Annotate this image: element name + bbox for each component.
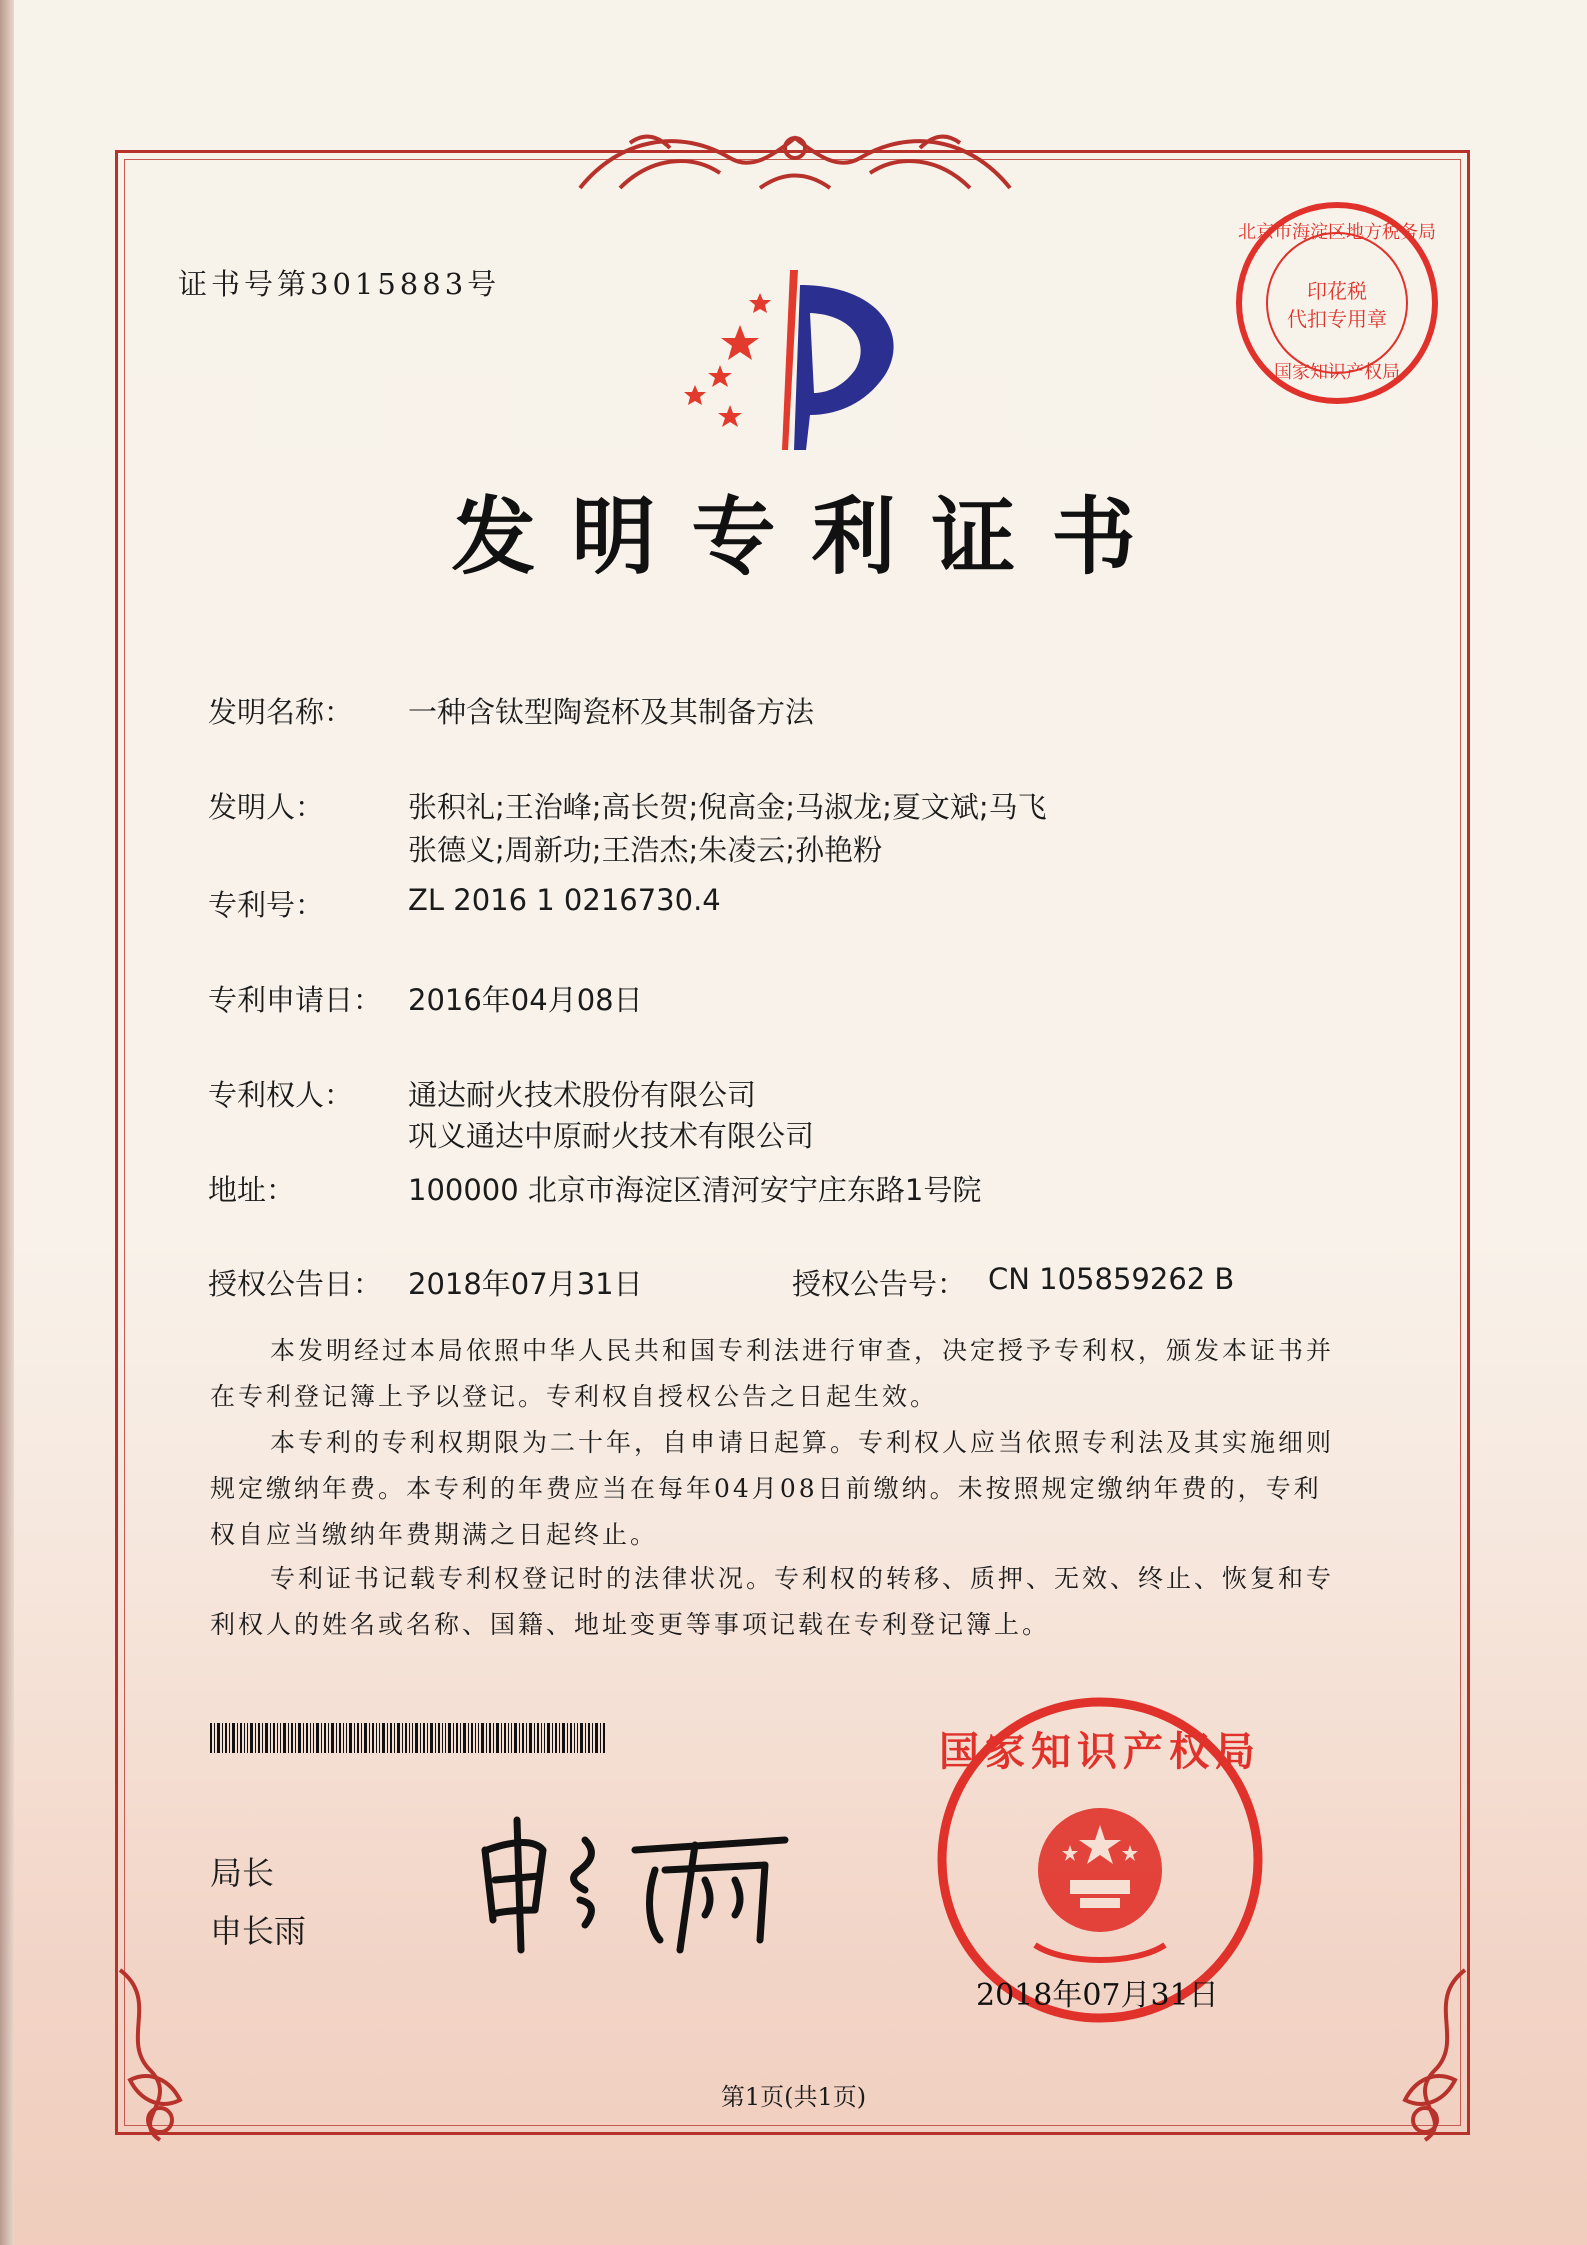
value-inventors-line2: 张德义;周新功;王浩杰;朱凌云;孙艳粉 xyxy=(408,833,883,867)
label-patent-number xyxy=(208,883,438,924)
value-patent-number: ZL 2016 1 0216730.4 xyxy=(408,883,721,917)
label-grant-date xyxy=(208,1262,438,1303)
tax-stamp-center-line1: 印花税 xyxy=(1307,279,1367,303)
label-invention-name xyxy=(208,690,438,731)
label-inventors-text: 发明人： xyxy=(208,790,325,824)
label-grant-number: 授权公告号： xyxy=(792,1267,967,1301)
label-application-date xyxy=(208,978,438,1019)
label-invention-name-text: 发明名称： xyxy=(208,695,354,729)
page-edge xyxy=(0,0,14,2245)
signer-name: 申长雨 xyxy=(210,1912,307,1950)
value-grant-number: CN 105859262 B xyxy=(988,1262,1235,1296)
paragraph-3: 专利证书记载专利权登记时的法律状况。专利权的转移、质押、无效、终止、恢复和专利权人的姓名或名称、国籍、地址变更等事项记载在专利登记簿上。 xyxy=(210,1564,1335,1639)
tax-stamp-ring-text: 北京市海淀区地方税务局 xyxy=(1238,222,1436,243)
patent-office-logo xyxy=(670,265,920,455)
certificate-number: 证书号第3015883号 xyxy=(178,267,501,301)
label-address-text: 地址： xyxy=(208,1173,296,1207)
label-inventors xyxy=(208,785,438,826)
value-invention-name: 一种含钛型陶瓷杯及其制备方法 xyxy=(408,695,815,729)
tax-stamp-center-line2: 代扣专用章 xyxy=(1287,307,1387,331)
page-number: 第1页(共1页) xyxy=(720,2083,867,2111)
value-inventors-line1: 张积礼;王治峰;高长贺;倪高金;马淑龙;夏文斌;马飞 xyxy=(408,790,1047,824)
value-address: 100000 北京市海淀区清河安宁庄东路1号院 xyxy=(408,1173,982,1207)
tax-stamp xyxy=(1232,198,1442,408)
paragraph-1: 本发明经过本局依照中华人民共和国专利法进行审查，决定授予专利权，颁发本证书并在专利登记簿上予以登记。专利权自授权公告之日起生效。 xyxy=(210,1336,1335,1411)
label-application-date-text: 专利申请日： xyxy=(208,983,383,1017)
value-patentee-line1: 通达耐火技术股份有限公司 xyxy=(408,1078,757,1112)
barcode xyxy=(210,1723,610,1753)
label-patent-number-text: 专利号： xyxy=(208,888,325,922)
value-application-date: 2016年04月08日 xyxy=(408,983,643,1017)
label-patentee-text: 专利权人： xyxy=(208,1078,354,1112)
tax-stamp-bottom-text: 国家知识产权局 xyxy=(1274,362,1400,383)
label-grant-date-text: 授权公告日： xyxy=(208,1267,383,1301)
certificate-title: 发明专利证书 xyxy=(451,488,1172,586)
signer-title: 局长 xyxy=(210,1854,275,1892)
value-grant-date: 2018年07月31日 xyxy=(408,1267,643,1301)
seal-date: 2018年07月31日 xyxy=(976,1978,1219,2013)
bottom-left-ornament xyxy=(100,1960,220,2150)
handwritten-signature xyxy=(465,1810,805,1960)
label-patentee xyxy=(208,1073,438,1114)
paragraph-2: 本专利的专利权期限为二十年，自申请日起算。专利权人应当依照专利法及其实施细则规定缴纳年费。本专利的年费应当在每年04月08日前缴纳。未按照规定缴纳年费的，专利权自应当缴纳年费期满之日起终止。 xyxy=(210,1428,1335,1549)
value-patentee-line2: 巩义通达中原耐火技术有限公司 xyxy=(408,1119,815,1153)
bottom-right-ornament xyxy=(1365,1960,1485,2150)
seal-text: 国家知识产权局 xyxy=(939,1729,1261,1775)
top-ornament xyxy=(560,118,1030,198)
label-address xyxy=(208,1168,438,1209)
